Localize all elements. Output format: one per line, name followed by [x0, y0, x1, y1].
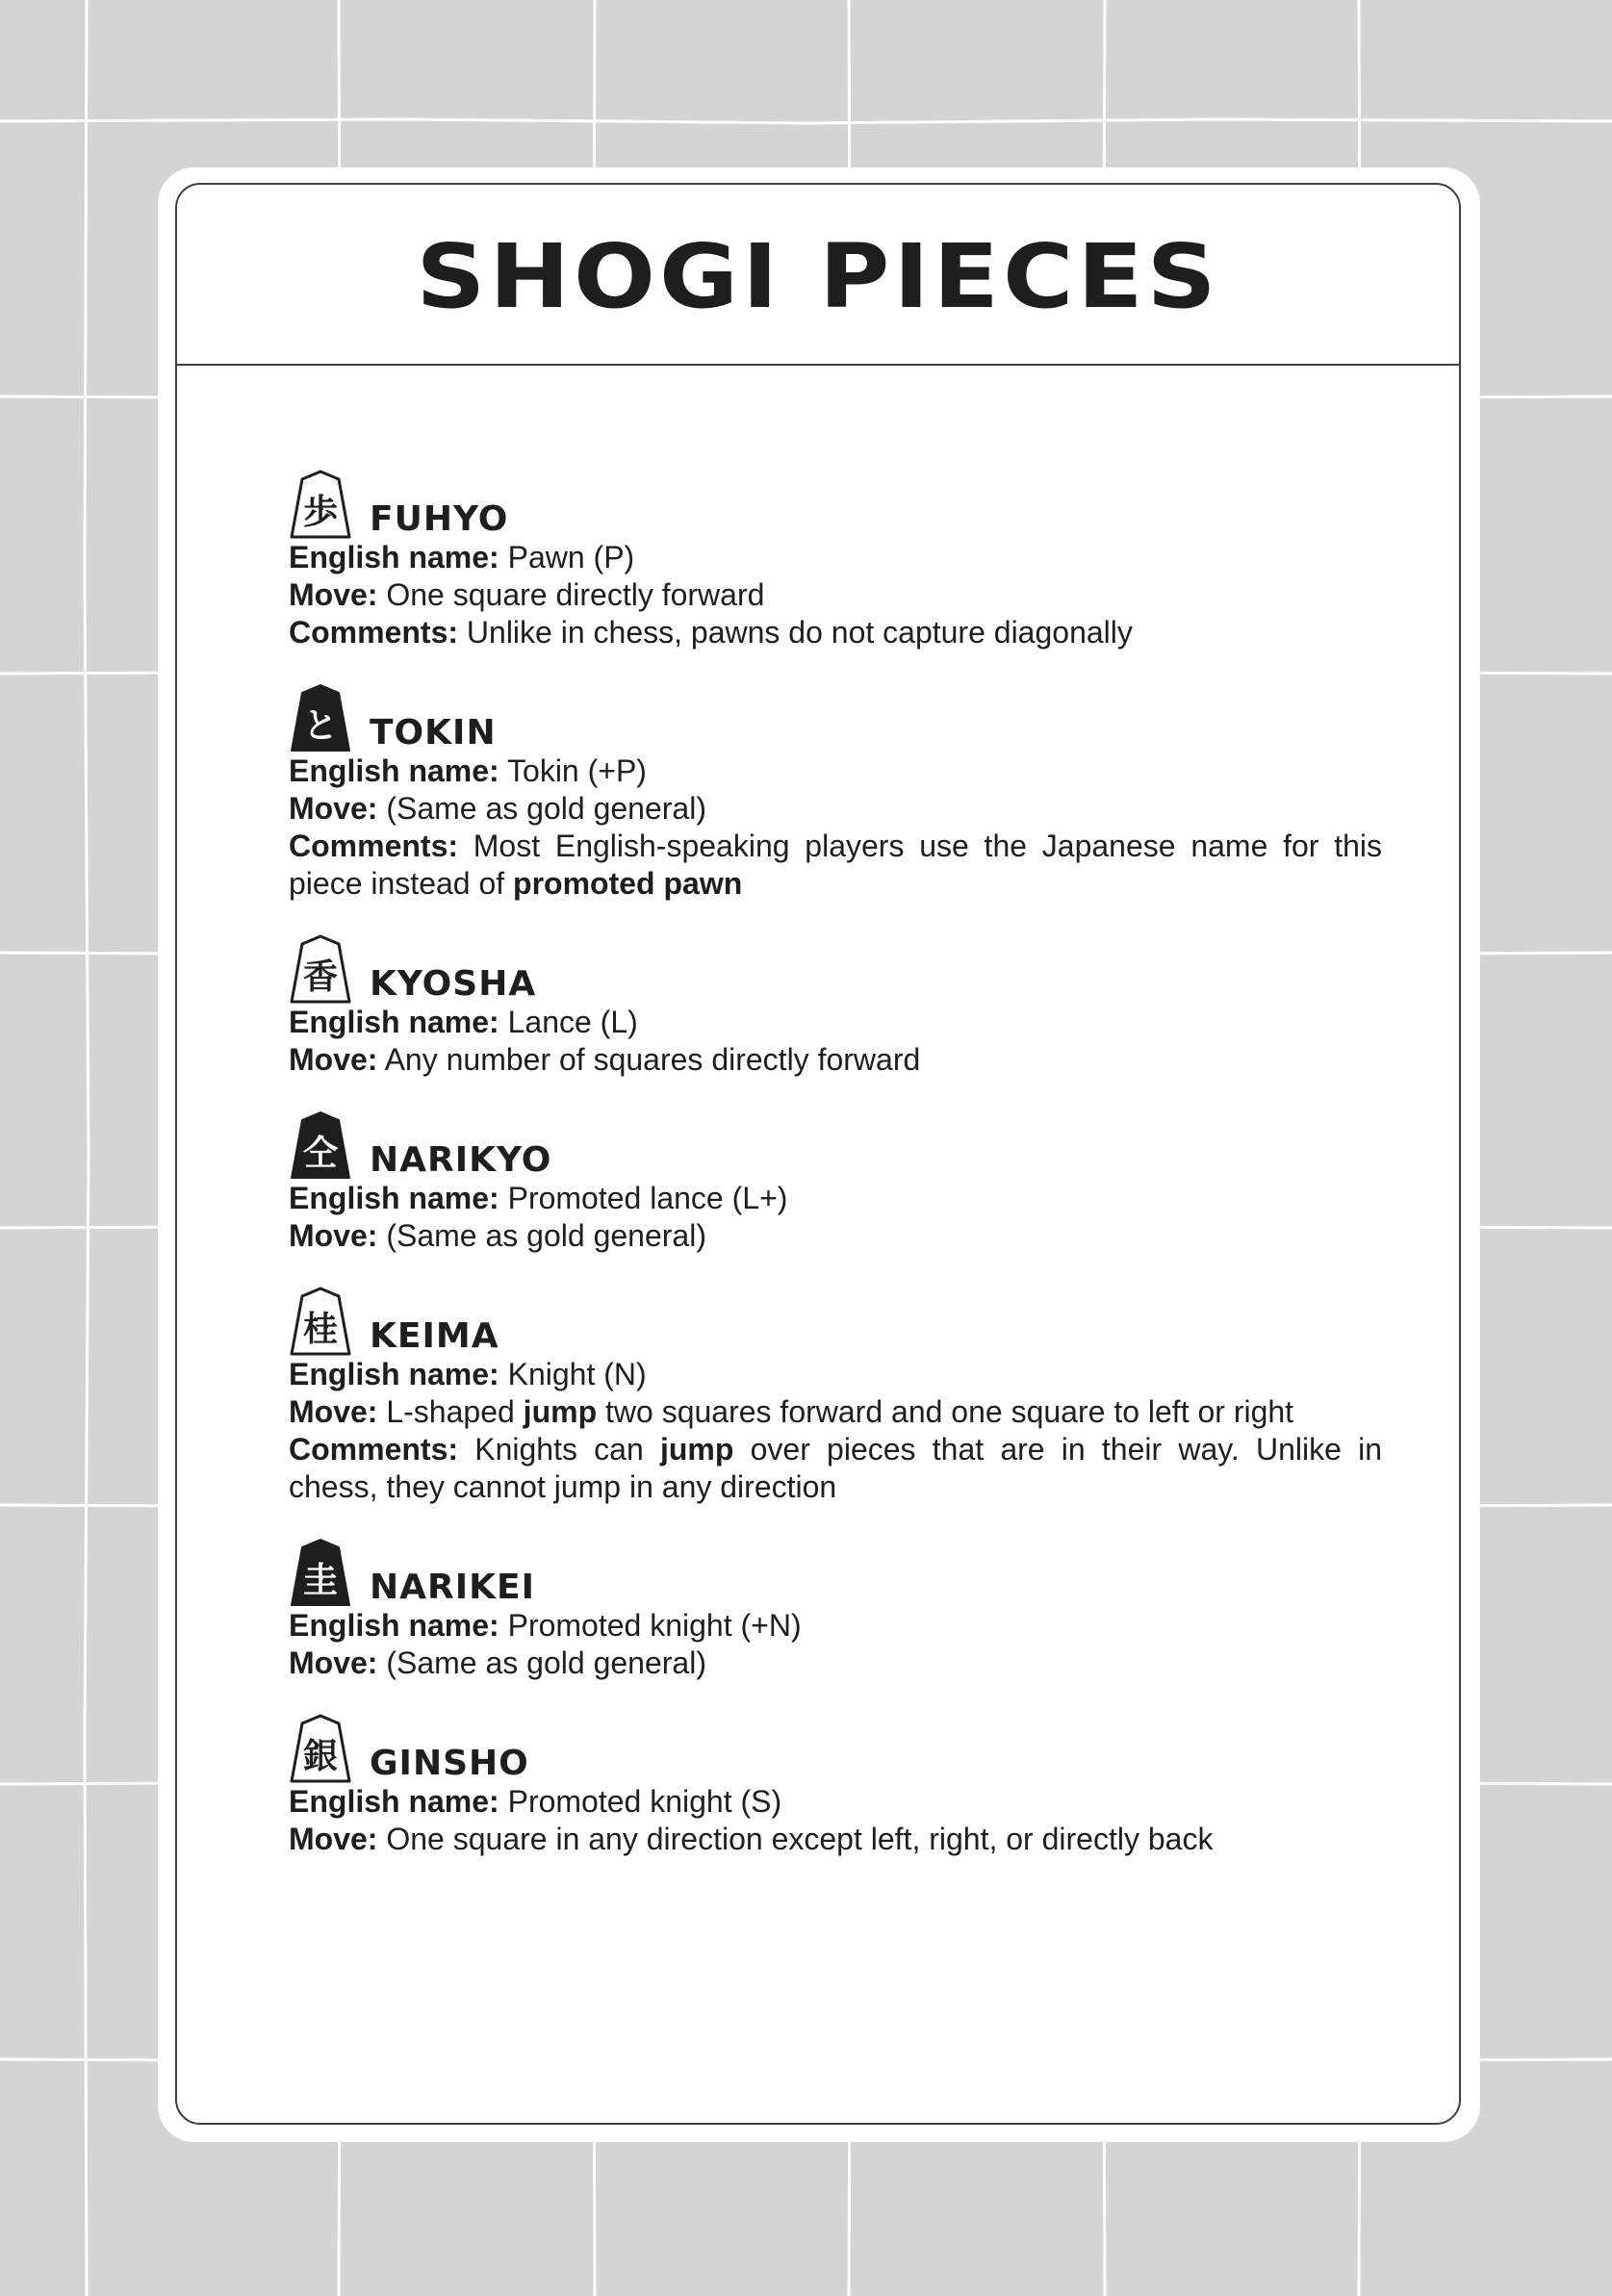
comments-value: Knights can: [474, 1432, 660, 1467]
comments-line: [289, 828, 1382, 903]
comments-value: Unlike in chess, pawns do not capture diagonally: [466, 615, 1133, 650]
move-value: One square directly forward: [386, 577, 765, 612]
move-value: Any number of squares directly forward: [384, 1042, 921, 1077]
move-label: Move:: [289, 1218, 378, 1253]
english-name-value: Promoted knight (+N): [507, 1608, 802, 1643]
piece-name: KYOSHA: [370, 964, 537, 1004]
piece-entry: [289, 683, 1382, 903]
move-line: [289, 576, 1382, 614]
english-name-value: Knight (N): [507, 1357, 647, 1391]
english-name-line: [289, 753, 1382, 790]
comments-label: Comments:: [289, 829, 459, 863]
english-name-label: English name:: [289, 1357, 499, 1391]
move-line: [289, 1041, 1382, 1079]
piece-heading: [289, 934, 1382, 1004]
piece-entry: [289, 934, 1382, 1079]
emphasis-text: jump: [523, 1394, 598, 1429]
piece-list: [289, 470, 1382, 1890]
move-label: Move:: [289, 791, 378, 826]
piece-kanji: 桂: [302, 1310, 339, 1349]
move-label: Move:: [289, 1645, 378, 1680]
english-name-line: [289, 1607, 1382, 1645]
move-line: [289, 1645, 1382, 1682]
piece-kanji: 仝: [302, 1134, 339, 1173]
piece-kanji: 香: [302, 957, 339, 997]
comments-line: [289, 1431, 1382, 1506]
english-name-line: [289, 1783, 1382, 1821]
english-name-line: [289, 1356, 1382, 1393]
piece-heading: [289, 470, 1382, 539]
piece-entry: [289, 470, 1382, 651]
kyosha-piece-icon: [289, 934, 352, 1004]
english-name-value: Promoted lance (L+): [507, 1181, 788, 1215]
comments-label: Comments:: [289, 1432, 459, 1467]
move-value: (Same as gold general): [386, 791, 706, 826]
piece-entry: [289, 1287, 1382, 1506]
move-label: Move:: [289, 1042, 378, 1077]
english-name-label: English name:: [289, 540, 499, 574]
move-line: [289, 1821, 1382, 1858]
keima-piece-icon: [289, 1287, 352, 1356]
comments-value: over pieces that are in their way. Unlike in chess, they cannot jump in any direction: [289, 1432, 1382, 1504]
move-value: L-shaped: [386, 1394, 524, 1429]
english-name-value: Tokin (+P): [507, 753, 647, 788]
english-name-line: [289, 539, 1382, 576]
piece-name: NARIKYO: [370, 1140, 552, 1180]
move-value: two squares forward and one square to left or right: [597, 1394, 1294, 1429]
piece-kanji: 銀: [302, 1737, 339, 1776]
english-name-line: [289, 1004, 1382, 1041]
piece-heading: [289, 1110, 1382, 1180]
comments-line: [289, 614, 1382, 651]
move-line: [289, 1393, 1382, 1431]
english-name-line: [289, 1180, 1382, 1217]
comments-value: Most English-speaking players use the Japanese name for this piece instead of: [289, 829, 1383, 901]
piece-name: KEIMA: [370, 1316, 499, 1356]
page-title: SHOGI PIECES: [416, 224, 1220, 328]
english-name-label: English name:: [289, 1784, 499, 1819]
move-line: [289, 1217, 1382, 1255]
piece-name: GINSHO: [370, 1744, 529, 1783]
english-name-label: English name:: [289, 1181, 499, 1215]
piece-kanji: 圭: [302, 1561, 339, 1600]
english-name-label: English name:: [289, 753, 499, 788]
piece-heading: [289, 1287, 1382, 1356]
english-name-label: English name:: [289, 1608, 499, 1643]
piece-entry: [289, 1110, 1382, 1255]
move-value: (Same as gold general): [386, 1218, 706, 1253]
piece-heading: [289, 1538, 1382, 1607]
piece-name: TOKIN: [370, 713, 497, 753]
english-name-value: Promoted knight (S): [507, 1784, 782, 1819]
emphasis-text: promoted pawn: [513, 866, 743, 901]
narikei-piece-icon: [289, 1538, 352, 1607]
english-name-value: Pawn (P): [507, 540, 635, 574]
tokin-piece-icon: [289, 683, 352, 753]
move-label: Move:: [289, 1394, 378, 1429]
piece-kanji: と: [302, 706, 339, 746]
emphasis-text: jump: [659, 1432, 734, 1467]
piece-entry: [289, 1714, 1382, 1858]
grid-line: [85, 0, 89, 2296]
move-line: [289, 790, 1382, 828]
narikyo-piece-icon: [289, 1110, 352, 1180]
move-value: (Same as gold general): [386, 1645, 706, 1680]
english-name-label: English name:: [289, 1005, 499, 1039]
grid-line: [0, 119, 1612, 123]
fuhyo-piece-icon: [289, 470, 352, 539]
move-label: Move:: [289, 577, 378, 612]
piece-entry: [289, 1538, 1382, 1682]
move-label: Move:: [289, 1822, 378, 1856]
piece-kanji: 歩: [302, 493, 339, 532]
move-value: One square in any direction except left, right, or directly back: [386, 1822, 1214, 1856]
content-card: [175, 183, 1461, 2125]
english-name-value: Lance (L): [507, 1005, 638, 1039]
piece-heading: [289, 683, 1382, 753]
piece-heading: [289, 1714, 1382, 1783]
piece-name: FUHYO: [370, 499, 509, 539]
piece-name: NARIKEI: [370, 1568, 535, 1607]
comments-label: Comments:: [289, 615, 459, 650]
card-header: [177, 185, 1459, 366]
ginsho-piece-icon: [289, 1714, 352, 1783]
